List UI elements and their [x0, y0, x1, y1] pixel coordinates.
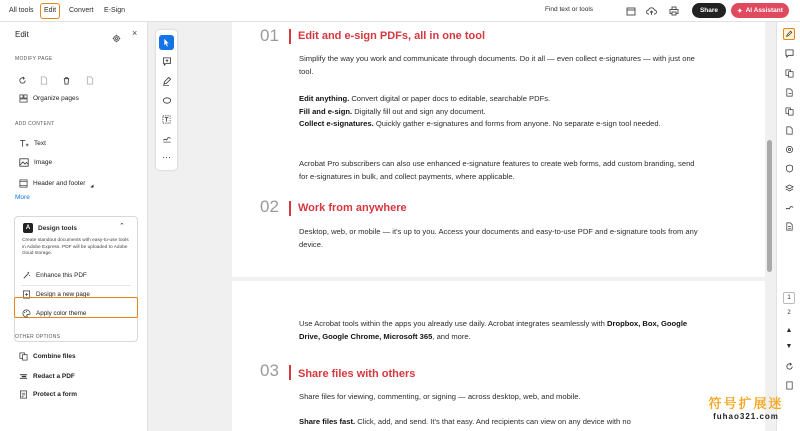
close-panel-icon[interactable]: ×	[132, 28, 138, 38]
image-icon	[19, 158, 29, 167]
fit-page-icon[interactable]	[783, 379, 795, 391]
form-icon	[19, 390, 28, 399]
magic-wand-icon	[22, 271, 31, 280]
extract-page-icon[interactable]	[40, 72, 48, 90]
cloud-upload-icon[interactable]	[645, 4, 658, 17]
share-button[interactable]: Share	[692, 3, 726, 18]
rotate-icon[interactable]	[18, 72, 27, 90]
share-files-point: Share files fast. Click, add, and send. It's that easy. And recipients can view on any device with no	[299, 417, 631, 426]
scan-ocr-icon[interactable]	[783, 143, 795, 155]
enhance-pdf-label: Enhance this PDF	[36, 272, 87, 279]
section-number: 02	[260, 197, 279, 216]
quick-tools-bar	[156, 30, 177, 170]
tab-convert[interactable]: Convert	[69, 7, 94, 14]
delete-icon[interactable]	[62, 72, 71, 90]
site-watermark	[704, 393, 788, 421]
section-title: Work from anywhere	[298, 202, 407, 214]
find-text-or-tools[interactable]: Find text or tools	[545, 6, 594, 13]
combine-files-icon	[19, 352, 28, 361]
text-icon	[19, 139, 29, 148]
refresh-icon[interactable]	[783, 360, 795, 372]
section-title: Edit and e-sign PDFs, all in one tool	[298, 30, 486, 42]
redact-pdf-label: Redact a PDF	[33, 373, 75, 380]
select-tool-icon[interactable]	[159, 35, 174, 50]
organize-pages-icon	[19, 94, 28, 103]
more-tools-icon[interactable]: ⋯	[162, 152, 171, 162]
create-pdf-icon[interactable]	[783, 124, 795, 136]
feature-collect-esign: Collect e-signatures. Quickly gather e-signatures and forms from anyone. No separate e-sign tool needed.	[299, 119, 661, 128]
draw-pen-tool-icon[interactable]	[159, 74, 174, 89]
apply-color-theme-item[interactable]	[22, 309, 86, 318]
organize-pages-item[interactable]	[19, 94, 79, 103]
next-page-number[interactable]: 2	[787, 310, 791, 316]
protect-form-label: Protect a form	[33, 391, 78, 398]
ai-assistant-button[interactable]	[731, 3, 789, 18]
feature-edit-anything: Edit anything. Convert digital or paper docs to editable, searchable PDFs.	[299, 94, 551, 103]
integrations-paragraph: Use Acrobat tools within the apps you already use daily. Acrobat integrates seamlessly with Dropbox, Box, Google Drive, Google Chrome, Microsoft 365, and more.	[299, 319, 688, 341]
current-page-number[interactable]: 1	[783, 292, 795, 304]
edit-panel	[0, 22, 148, 431]
submenu-indicator-icon: ◢	[90, 183, 94, 188]
organize-pages-label: Organize pages	[33, 95, 79, 102]
ai-assistant-label: AI Assistant	[745, 7, 783, 14]
add-text-item[interactable]	[19, 139, 46, 148]
design-tools-card	[14, 216, 138, 342]
design-tools-title: Design tools	[38, 224, 78, 232]
pages-panel-icon[interactable]	[783, 67, 795, 79]
edit-pdf-icon[interactable]	[783, 28, 795, 40]
section-number: 03	[260, 361, 279, 380]
watermark-url: fuhao321.com	[713, 412, 779, 421]
panel-title: Edit	[15, 30, 29, 39]
section-intro: Desktop, web, or mobile — it's up to you. Access your documents and easy-to-use PDF and e-signature tools from any device.	[299, 227, 698, 249]
open-file-icon[interactable]	[624, 4, 637, 17]
protect-form-item[interactable]	[19, 390, 77, 399]
document-page-2	[232, 281, 765, 431]
apply-color-theme-label: Apply color theme	[36, 310, 87, 317]
tab-all-tools[interactable]: All tools	[9, 7, 34, 14]
top-toolbar	[0, 0, 800, 22]
image-label: Image	[34, 159, 53, 166]
redact-pdf-item[interactable]	[19, 372, 75, 381]
design-tools-description: Create standout documents with easy-to-use tools in Adobe Express. PDF will be uploaded to Adobe cloud storage.	[22, 238, 129, 256]
header-footer-icon	[19, 179, 28, 188]
fill-sign-tool-icon[interactable]	[159, 131, 174, 146]
document-icon[interactable]	[783, 220, 795, 232]
section-intro: Simplify the way you work and communicate through documents. Do it all — even collect e-signatures — with just one tool.	[299, 54, 695, 76]
more-link[interactable]: More	[15, 194, 30, 201]
color-palette-icon	[22, 309, 31, 318]
chevron-up-icon[interactable]: ⌃	[119, 223, 125, 230]
redact-icon	[19, 372, 28, 381]
comment-tool-icon[interactable]	[159, 54, 174, 69]
insert-page-icon[interactable]	[86, 72, 94, 90]
modify-page-heading: MODIFY PAGE	[15, 56, 53, 62]
header-footer-label: Header and footer	[33, 179, 86, 187]
combine-icon[interactable]	[783, 105, 795, 117]
right-tools-rail	[776, 22, 800, 431]
combine-files-item[interactable]	[19, 352, 76, 361]
header-footer-item[interactable]	[19, 178, 93, 188]
design-tools-header[interactable]	[23, 223, 77, 233]
text-label: Text	[34, 140, 46, 147]
section-number: 01	[260, 26, 279, 45]
export-pdf-icon[interactable]	[783, 86, 795, 98]
section-intro: Share files for viewing, commenting, or signing — across desktop, web, and mobile.	[299, 392, 581, 401]
ai-sparkle-icon: ✦	[737, 7, 743, 15]
chevron-up-icon[interactable]: ▲	[785, 326, 793, 334]
watermark-chinese: 符号扩展迷	[708, 397, 784, 412]
design-new-page-label: Design a new page	[36, 291, 90, 298]
add-image-item[interactable]	[19, 158, 52, 167]
document-page-1	[232, 22, 765, 277]
section-title: Share files with others	[298, 368, 416, 380]
print-icon[interactable]	[667, 4, 680, 17]
tab-edit[interactable]: Edit	[40, 3, 60, 19]
section-outro: Acrobat Pro subscribers can also use enhanced e-signature features to create web forms, add custom branding, send for e-signatures in bulk, and collect payments, where applicable.	[299, 159, 695, 181]
shape-tool-icon[interactable]	[159, 93, 174, 108]
document-scrollbar[interactable]	[766, 22, 773, 431]
protect-icon[interactable]	[783, 162, 795, 174]
other-options-heading: OTHER OPTIONS	[15, 334, 61, 340]
add-content-heading: ADD CONTENT	[15, 121, 55, 127]
layers-icon[interactable]	[783, 182, 795, 194]
sign-icon[interactable]	[783, 201, 795, 213]
chevron-down-icon[interactable]: ▼	[785, 342, 793, 350]
settings-icon[interactable]	[112, 30, 121, 48]
scrollbar-thumb[interactable]	[767, 140, 772, 272]
feature-list	[299, 93, 699, 131]
combine-files-label: Combine files	[33, 353, 76, 360]
adobe-express-icon: A	[23, 223, 33, 233]
add-text-box-icon[interactable]	[159, 112, 174, 127]
tab-e-sign[interactable]: E-Sign	[104, 7, 126, 14]
comment-icon[interactable]	[783, 47, 795, 59]
enhance-pdf-item[interactable]	[22, 271, 87, 280]
feature-fill-sign: Fill and e-sign. Digitally fill out and sign any document.	[299, 106, 486, 116]
